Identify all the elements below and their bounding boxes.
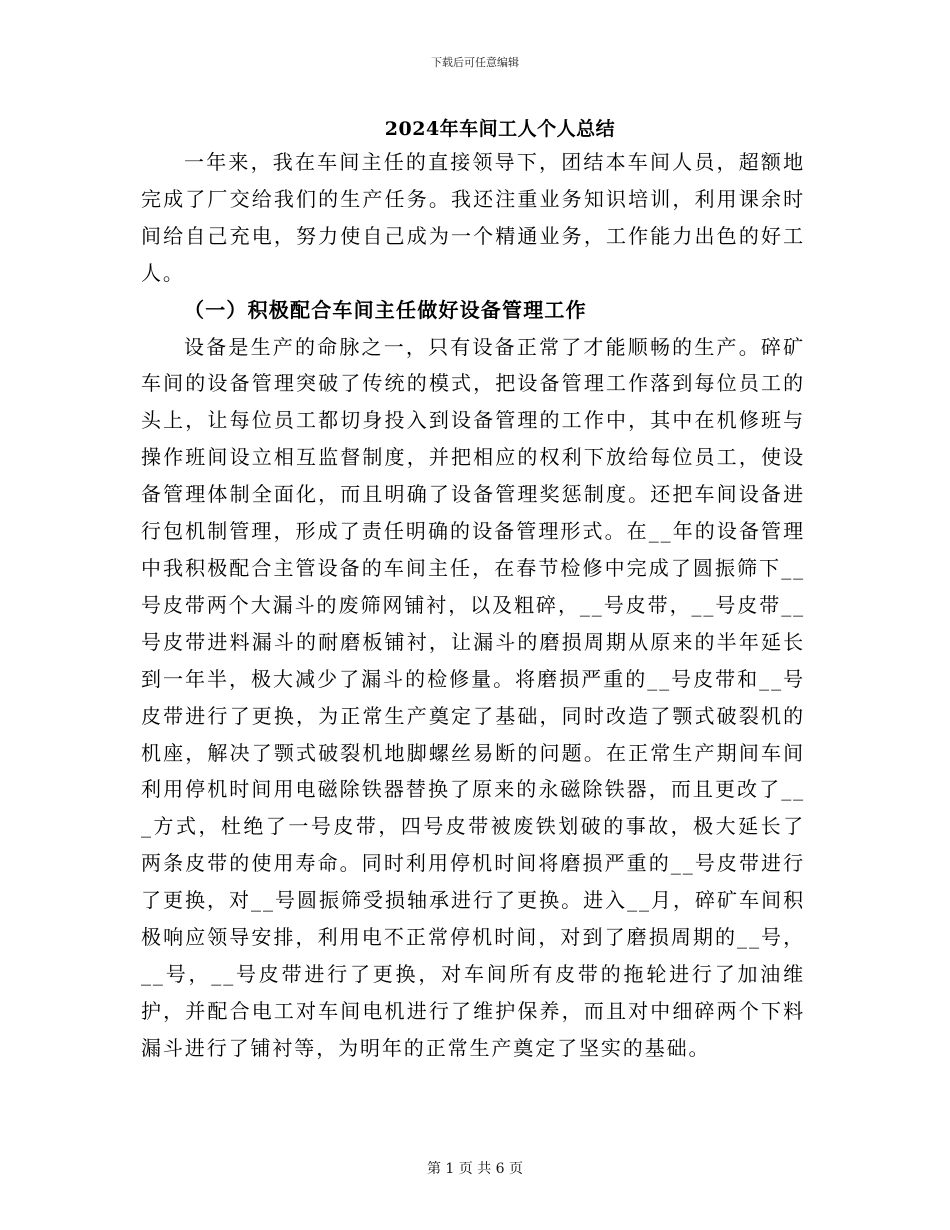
page-number-footer: 第 1 页 共 6 页	[426, 1161, 524, 1177]
document-title: 2024年车间工人个人总结	[384, 118, 616, 140]
section-body-paragraph: 设备是生产的命脉之一，只有设备正常了才能顺畅的生产。碎矿车间的设备管理突破了传统的模式，把设备管理工作落到每位员工的头上，让每位员工都切身投入到设备管理的工作中，其中在机修班与操作班间设立相互监督制度，并把相应的权利下放给每位员工，使设备管理体制全面化，而且明确了设备管理奖惩制度。还把车间设备进行包机制管理，形成了责任明确的设备管理形式。在__年的设备管理中我积极配合主管设备的车间主任，在春节检修中完成了圆振筛下__号皮带两个大漏斗的废筛网铺衬，以及粗碎，__号皮带，__号皮带__号皮带进料漏斗的耐磨板铺衬，让漏斗的磨损周期从原来的半年延长到一年半，极大减少了漏斗的检修量。将磨损严重的__号皮带和__号皮带进行了更换，为正常生产奠定了基础，同时改造了颚式破裂机的机座，解决了颚式破裂机地脚螺丝易断的问题。在正常生产期间车间利用停机时间用电磁除铁器替换了原来的永磁除铁器，而且更改了___方式，杜绝了一号皮带，四号皮带被废铁划破的事故，极大延长了两条皮带的使用寿命。同时利用停机时间将磨损严重的__号皮带进行了更换，对__号圆振筛受损轴承进行了更换。进入__月，碎矿车间积极响应领导安排，利用电不正常停机时间，对到了磨损周期的__号，__号，__号皮带进行了更换，对车间所有皮带的拖轮进行了加油维护，并配合电工对车间电机进行了维护保养，而且对中细碎两个下料漏斗进行了铺衬等，为明年的正常生产奠定了坚实的基础。	[141, 334, 805, 1060]
document-body	[141, 144, 805, 1067]
intro-paragraph: 一年来，我在车间主任的直接领导下，团结本车间人员，超额地完成了厂交给我们的生产任务。我还注重业务知识培训，利用课余时间给自己充电，努力使自己成为一个精通业务，工作能力出色的好工人。	[141, 150, 805, 285]
page-header-note: 下载后可任意编辑	[431, 56, 519, 69]
section-heading: （一）积极配合车间主任做好设备管理工作	[184, 297, 587, 322]
